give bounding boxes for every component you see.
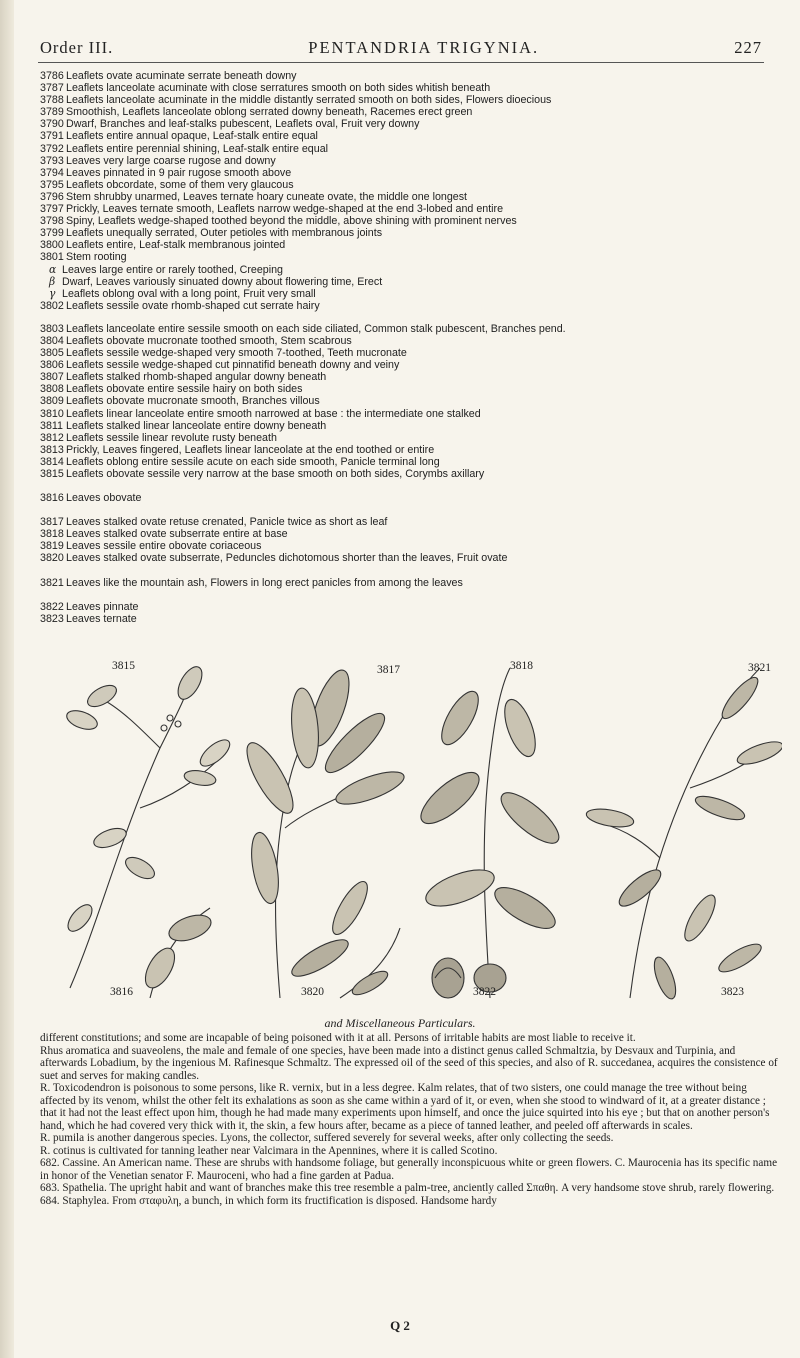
entry-number: 3802 <box>40 299 64 312</box>
species-entry <box>40 191 780 203</box>
entry-number: 3810 <box>40 407 64 420</box>
species-entry <box>40 359 780 371</box>
entry-number: β <box>49 275 56 288</box>
species-entry <box>40 167 780 179</box>
entry-description: Leaves stalked ovate retuse crenated, Panicle twice as short as leaf <box>66 516 388 529</box>
entry-number: 3786 <box>40 70 64 82</box>
entry-number: 3817 <box>40 516 64 529</box>
entry-description: Prickly, Leaves fingered, Leaflets linear lanceolate at the end toothed or entire <box>66 443 435 456</box>
entry-description: Leaves like the mountain ash, Flowers in long erect panicles from among the leaves <box>66 576 463 589</box>
header-page-number: 227 <box>734 38 762 57</box>
species-entry <box>40 468 780 480</box>
entry-description: Leaves pinnate <box>66 600 139 613</box>
species-entry <box>40 251 780 263</box>
engraving-3815 <box>64 663 234 988</box>
body-paragraph: 682. Cassine. An American name. These are shrubs with handsome foliage, but generally inconspicuous white or green flowers. C. Maurocenia has its specific name in honor of the Venetian senator F. Mauroceni, who had a fine garden at Padua. <box>40 1157 778 1182</box>
species-entry <box>40 118 780 130</box>
entry-description: Leaflets unequally serrated, Outer petioles with membranous joints <box>66 227 383 240</box>
entry-description: Leaflets lanceolate acuminate with close serratures smooth on both sides whitish beneath <box>66 82 491 95</box>
entry-number: 3809 <box>40 395 64 408</box>
entry-number: 3787 <box>40 82 64 95</box>
entry-number: 3795 <box>40 178 64 191</box>
species-entry <box>40 552 780 564</box>
entry-description: Leaflets obovate sessile very narrow at the base smooth on both sides, Corymbs axillary <box>66 468 485 480</box>
entry-number: 3814 <box>40 455 64 468</box>
entry-description: Leaves sessile entire obovate coriaceous <box>66 540 262 553</box>
species-entry <box>40 179 780 191</box>
species-entry <box>40 456 780 468</box>
entry-description: Leaflets entire annual opaque, Leaf-stalk entire equal <box>66 130 318 143</box>
page-spine-shadow <box>0 0 14 1358</box>
species-entry <box>40 227 780 239</box>
entry-description: Leaves very large coarse rugose and downy <box>66 154 276 167</box>
figure-label-3820: 3820 <box>301 986 324 998</box>
entry-description: Dwarf, Branches and leaf-stalks pubescent, Leaflets oval, Fruit very downy <box>66 118 420 131</box>
entry-description: Leaflets obcordate, some of them very glaucous <box>66 178 294 191</box>
figure-label-3823: 3823 <box>721 986 744 998</box>
entry-number: 3801 <box>40 251 64 264</box>
entry-number: 3819 <box>40 540 64 553</box>
engraving-3818 <box>413 668 566 998</box>
species-entry <box>40 577 780 589</box>
entry-number: 3793 <box>40 154 64 167</box>
figure-label-3821: 3821 <box>748 662 771 674</box>
body-paragraph: R. Toxicodendron is poisonous to some persons, like R. vernix, but in a less degree. Kalm relates, that of two sisters, one could manage the tree without being affected by its venom, whilst the other felt its exhalations as soon as she came within a yard of it, or even, when she stood to windward of it, at a greater distance ; that it had not the least effect upon him, though he had made many experiments upon himself, and once the juice squirted into his eye ; but that on another person's hand, which he had covered very thick with it, the skin, a few hours after, became as a piece of tanned leather, and peeled off afterwards in scales. <box>40 1082 770 1132</box>
entry-description: Leaflets oblong entire sessile acute on each side smooth, Panicle terminal long <box>66 455 440 468</box>
figure-label-3816: 3816 <box>110 986 133 998</box>
entry-description: Leaflets sessile ovate rhomb-shaped cut serrate hairy <box>66 299 320 312</box>
species-entry <box>40 492 780 504</box>
figure-label-3815: 3815 <box>112 660 135 672</box>
running-header <box>40 36 762 60</box>
body-paragraph: 684. Staphylea. From σταφυλη, a bunch, in which form its fructification is disposed. Handsome hardy <box>40 1194 497 1207</box>
entry-number: 3807 <box>40 371 64 384</box>
entry-description: Leaflets sessile linear revolute rusty beneath <box>66 431 277 444</box>
entry-group-3786-3801 <box>40 70 780 264</box>
entry-number: 3805 <box>40 347 64 360</box>
species-entry <box>40 106 780 118</box>
entry-group-3803-3815 <box>40 323 780 480</box>
group-gap <box>40 312 780 323</box>
species-entry <box>40 444 780 456</box>
species-entry <box>40 613 780 625</box>
engraving-3817 <box>239 666 408 998</box>
entry-description: Stem shrubby unarmed, Leaves ternate hoary cuneate ovate, the middle one longest <box>66 190 468 203</box>
entry-number: 3818 <box>40 528 64 541</box>
entry-number: 3820 <box>40 552 64 565</box>
header-rule <box>38 62 764 63</box>
entry-group-3822-3823 <box>40 601 780 625</box>
entry-number: 3789 <box>40 106 64 119</box>
group-gap <box>40 480 780 492</box>
figure-label-3822: 3822 <box>473 986 496 998</box>
entry-description: Leaves stalked ovate subserrate, Peduncles dichotomous shorter than the leaves, Fruit ovate <box>66 552 508 565</box>
entry-description: Dwarf, Leaves variously sinuated downy about flowering time, Erect <box>62 275 383 288</box>
species-entry <box>40 420 780 432</box>
body-paragraph: Rhus aromatica and suaveolens, the male and female of one species, have been made into a distinct genus called Schmaltzia, by Desvaux and Turpinia, and afterwards Lobadium, by the ingenious M. Rafinesque Schmaltz. The expressed oil of the seed of this species, and also of R. succedanea, acquires the consistence of suet and serves for making candles. <box>40 1044 778 1082</box>
entry-description: Leaflets entire, Leaf-stalk membranous jointed <box>66 239 286 252</box>
entry-description: Spiny, Leaflets wedge-shaped toothed beyond the middle, above shining with prominent nerves <box>66 215 517 228</box>
species-entry <box>40 395 780 407</box>
engraving-3816 <box>139 908 214 998</box>
entry-number: 3822 <box>40 600 64 613</box>
species-entry <box>40 432 780 444</box>
species-entry <box>40 82 780 94</box>
species-entry <box>40 143 780 155</box>
entry-description: Smoothish, Leaflets lanceolate oblong serrated downy beneath, Racemes erect green <box>66 106 473 119</box>
entry-number: 3803 <box>40 322 64 335</box>
entry-description: Leaflets obovate entire sessile hairy on both sides <box>66 383 303 396</box>
entry-description: Leaflets oblong oval with a long point, Fruit very small <box>62 287 316 300</box>
species-entry <box>40 239 780 251</box>
species-entry <box>40 516 780 528</box>
group-gap <box>40 504 780 516</box>
species-entry <box>40 540 780 552</box>
section-caption: and Miscellaneous Particulars. <box>324 1016 476 1030</box>
entry-group-3816 <box>40 492 780 504</box>
entry-description: Leaflets entire perennial shining, Leaf-stalk entire equal <box>66 142 329 155</box>
entry-group-3817-3820 <box>40 516 780 564</box>
entry-number: 3799 <box>40 227 64 240</box>
entry-number: 3797 <box>40 203 64 216</box>
signature-mark: Q 2 <box>390 1318 410 1333</box>
entry-description: Leaflets ovate acuminate serrate beneath downy <box>66 70 297 82</box>
entry-description: Leaves obovate <box>66 492 142 505</box>
entry-number: 3791 <box>40 130 64 143</box>
entry-number: 3790 <box>40 118 64 131</box>
species-entry <box>40 528 780 540</box>
species-entry <box>40 203 780 215</box>
entry-description: Leaflets linear lanceolate entire smooth narrowed at base : the intermediate one stalked <box>66 407 481 420</box>
entry-number: γ <box>49 287 56 300</box>
species-entry <box>40 70 780 82</box>
entry-description: Leaflets stalked rhomb-shaped angular downy beneath <box>66 371 327 384</box>
entry-number: 3792 <box>40 142 64 155</box>
species-entry <box>40 155 780 167</box>
body-paragraph: R. pumila is another dangerous species. Lyons, the collector, suffered severely for several weeks, after only collecting the seeds. <box>40 1132 614 1144</box>
entry-description: Leaflets sessile wedge-shaped cut pinnatifid beneath downy and veiny <box>66 359 400 372</box>
figure-label-3817: 3817 <box>377 664 400 676</box>
variety-entry <box>40 288 780 300</box>
species-entry <box>40 335 780 347</box>
species-entry <box>40 408 780 420</box>
group-gap <box>40 565 780 577</box>
entry-number: 3816 <box>40 492 64 505</box>
figure-label-3818: 3818 <box>510 660 533 672</box>
entry-number: 3811 <box>40 419 63 432</box>
entry-description: Leaves pinnated in 9 pair rugose smooth above <box>66 166 292 179</box>
entry-number: 3800 <box>40 239 64 252</box>
entry-description: Leaves large entire or rarely toothed, Creeping <box>62 263 284 276</box>
entry-number: 3812 <box>40 431 64 444</box>
species-entries <box>40 70 780 625</box>
variety-subentries <box>40 264 780 300</box>
entry-description: Leaflets stalked linear lanceolate entire downy beneath <box>66 419 327 432</box>
variety-entry <box>40 276 780 288</box>
entry-description: Leaflets obovate mucronate toothed smooth, Stem scabrous <box>66 334 352 347</box>
entry-description: Leaflets obovate mucronate smooth, Branches villous <box>66 395 320 408</box>
engraving-3822 <box>432 958 464 998</box>
body-paragraph: different constitutions; and some are incapable of being poisoned with it at all. Persons of irritable habits are most liable to receive it. <box>40 1032 636 1044</box>
entry-number: 3823 <box>40 612 64 625</box>
entry-description: Leaves ternate <box>66 612 137 625</box>
species-entry <box>40 371 780 383</box>
plant-engravings <box>40 658 782 1008</box>
body-text <box>40 1032 784 1207</box>
entry-description: Stem rooting <box>66 251 127 264</box>
species-entry <box>40 130 780 142</box>
entry-description: Leaflets lanceolate acuminate in the middle distantly serrated smooth on both sides, Flowers dioecious <box>66 94 552 107</box>
entry-number: 3796 <box>40 190 64 203</box>
entry-group-3821 <box>40 577 780 589</box>
species-entry <box>40 94 780 106</box>
species-entry <box>40 601 780 613</box>
entry-number: 3788 <box>40 94 64 107</box>
species-entry <box>40 383 780 395</box>
entry-description: Leaflets sessile wedge-shaped very smooth 7-toothed, Teeth mucronate <box>66 347 407 360</box>
engraving-3821 <box>585 668 782 1001</box>
entry-number: 3794 <box>40 166 64 179</box>
entry-group-3802 <box>40 300 780 312</box>
entry-description: Leaflets lanceolate entire sessile smooth on each side ciliated, Common stalk pubescent, Branches pend. <box>66 322 566 335</box>
entry-number: 3806 <box>40 359 64 372</box>
species-entry <box>40 215 780 227</box>
species-entry <box>40 347 780 359</box>
entry-number: 3808 <box>40 383 64 396</box>
entry-number: α <box>49 263 57 276</box>
header-order: Order III. <box>40 38 114 57</box>
header-title: PENTANDRIA TRIGYNIA. <box>308 38 540 57</box>
entry-description: Leaves stalked ovate subserrate entire at base <box>66 528 288 541</box>
body-paragraph: 683. Spathelia. The upright habit and want of branches make this tree resemble a palm-tree, anciently called Σπαθη. A very handsome stove shrub, rarely flowering. <box>40 1182 775 1194</box>
species-entry <box>40 300 780 312</box>
entry-number: 3821 <box>40 576 64 589</box>
entry-number: 3813 <box>40 443 64 456</box>
entry-number: 3798 <box>40 215 64 228</box>
entry-number: 3804 <box>40 334 64 347</box>
entry-number: 3815 <box>40 468 64 480</box>
botanical-illustration <box>40 658 782 1008</box>
group-gap <box>40 589 780 601</box>
species-entry <box>40 323 780 335</box>
engraving-3820 <box>340 928 400 999</box>
body-paragraph: R. cotinus is cultivated for tanning leather near Valcimara in the Apennines, where it is called Scotino. <box>40 1144 498 1157</box>
variety-entry <box>40 264 780 276</box>
entry-description: Prickly, Leaves ternate smooth, Leaflets narrow wedge-shaped at the end 3-lobed and entire <box>66 203 504 216</box>
